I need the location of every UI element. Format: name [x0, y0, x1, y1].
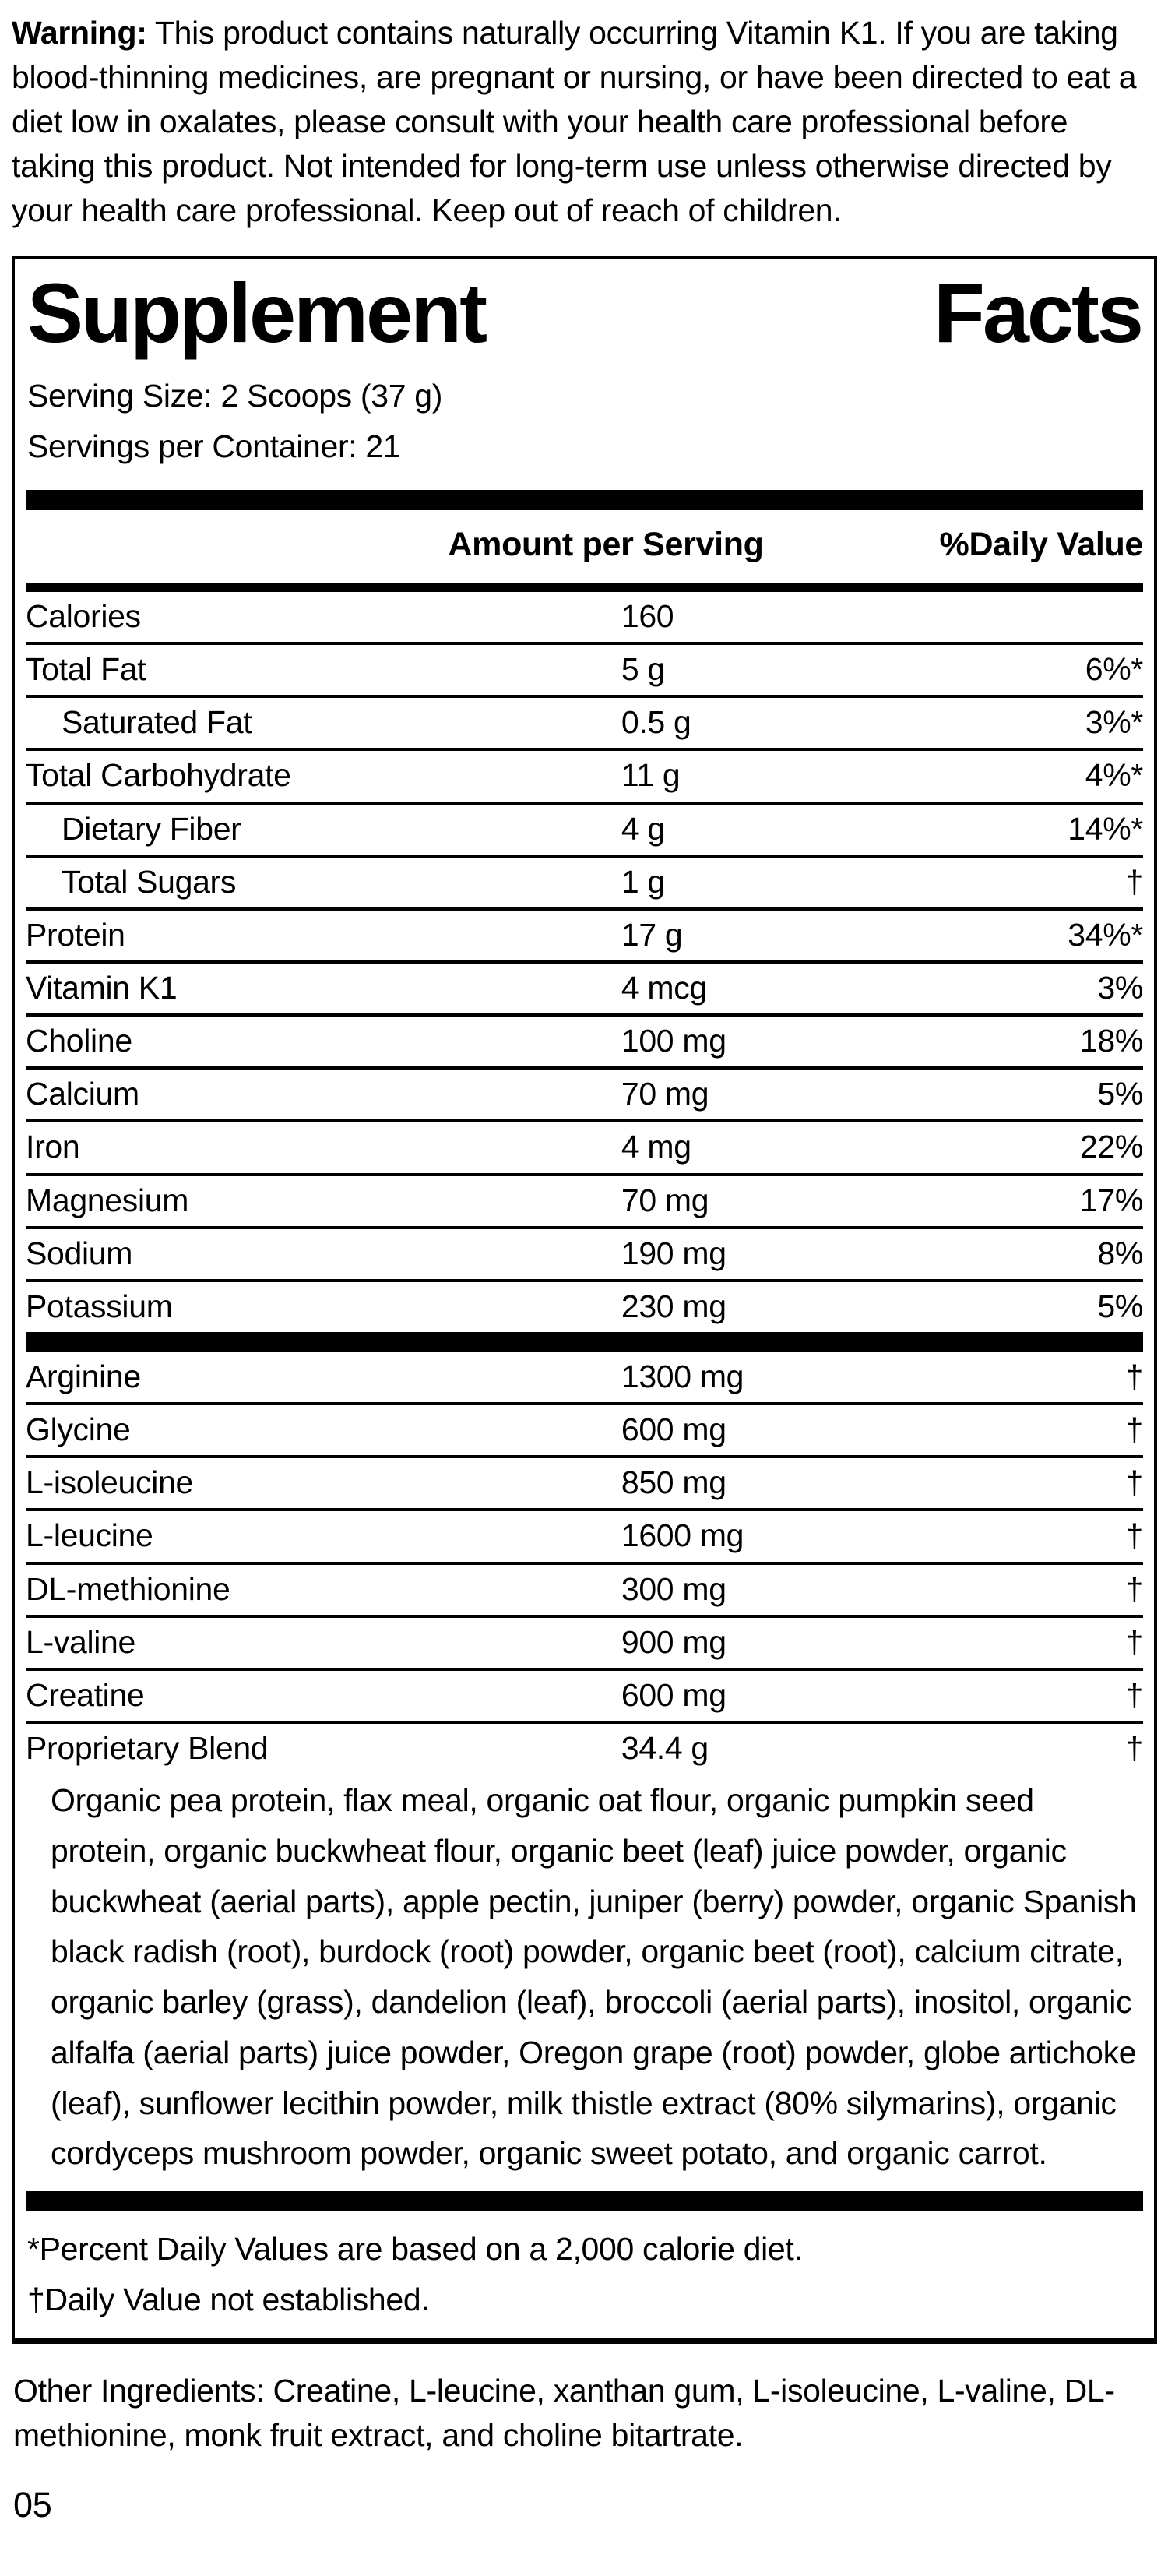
table-row	[26, 1352, 1143, 1402]
table-row	[26, 698, 1143, 748]
row-name: Potassium	[26, 1288, 173, 1324]
row-daily-value: 8%	[1097, 1235, 1143, 1271]
footnote-daily-values: *Percent Daily Values are based on a 2,000 calorie diet.	[27, 2231, 803, 2268]
column-header-amount: Amount per Serving	[448, 526, 764, 564]
row-amount: 190 mg	[621, 1235, 726, 1271]
table-row	[26, 858, 1143, 907]
nutrient-rows	[26, 592, 1143, 1774]
row-name: L-isoleucine	[26, 1464, 193, 1501]
row-amount: 160	[621, 598, 674, 635]
footnotes	[26, 2211, 1143, 2329]
row-name: Dietary Fiber	[62, 810, 241, 847]
row-daily-value: 17%	[1079, 1182, 1143, 1218]
serving-size: Serving Size: 2 Scoops (37 g)	[27, 378, 443, 414]
row-daily-value: 22%	[1079, 1129, 1143, 1165]
row-amount: 900 mg	[621, 1623, 726, 1660]
section-bar	[26, 1332, 1143, 1352]
page-number: 05	[13, 2484, 52, 2525]
row-name: Total Carbohydrate	[26, 757, 291, 794]
row-amount: 5 g	[621, 651, 665, 688]
row-daily-value: †	[1125, 1411, 1143, 1448]
section-bar-top	[26, 490, 1143, 510]
row-daily-value: †	[1125, 1358, 1143, 1394]
table-row	[26, 645, 1143, 695]
row-daily-value: 14%*	[1068, 810, 1143, 847]
row-daily-value: 6%*	[1085, 651, 1143, 688]
row-daily-value: 34%*	[1068, 916, 1143, 953]
row-daily-value: †	[1125, 1623, 1143, 1660]
table-row	[26, 1618, 1143, 1668]
row-daily-value: †	[1125, 1729, 1143, 1766]
column-header-daily-value: %Daily Value	[939, 526, 1143, 564]
servings-per-container: Servings per Container: 21	[27, 428, 401, 464]
row-amount: 11 g	[621, 757, 681, 794]
row-amount: 100 mg	[621, 1023, 726, 1059]
row-amount: 1300 mg	[621, 1358, 744, 1394]
row-amount: 17 g	[621, 916, 683, 953]
section-bar-under-header	[26, 583, 1143, 592]
proprietary-blend-description: Organic pea protein, flax meal, organic oat flour, organic pumpkin seed protein, organic buckwheat flour, organic beet (leaf) juice powder, organic buckwheat (aerial parts), apple pectin, juniper (berry) powder, organic Spanish black radish (root), burdock (root) powder, organic beet (root), calcium citrate, organic barley (grass), dandelion (leaf), broccoli (aerial parts), inositol, organic alfalfa (aerial parts) juice powder, Oregon grape (root) powder, globe artichoke (leaf), sunflower lecithin powder, milk thistle extract (80% silymarins), organic cordyceps mushroom powder, organic sweet potato, and organic carrot.	[51, 1782, 1137, 2172]
row-name: Total Fat	[26, 651, 146, 688]
row-daily-value: †	[1125, 1464, 1143, 1501]
row-amount: 600 mg	[621, 1676, 726, 1713]
row-name: Choline	[26, 1023, 132, 1059]
table-row	[26, 964, 1143, 1013]
other-ingredients: Other Ingredients: Creatine, L-leucine, xanthan gum, L-isoleucine, L-valine, DL-methionine, monk fruit extract, and choline bitartrate.	[13, 2372, 1115, 2454]
footnote-not-established: †Daily Value not established.	[27, 2281, 430, 2317]
row-amount: 600 mg	[621, 1411, 726, 1448]
table-row	[26, 592, 1143, 642]
row-name: Protein	[26, 916, 125, 953]
serving-info	[27, 371, 1143, 471]
row-daily-value: 4%*	[1085, 757, 1143, 794]
section-bar-footnotes	[26, 2191, 1143, 2211]
row-name: Total Sugars	[62, 863, 237, 900]
row-name: Vitamin K1	[26, 970, 178, 1006]
table-row	[26, 1282, 1143, 1332]
warning-text: This product contains naturally occurring Vitamin K1. If you are taking blood-thinning medicines, are pregnant or nursing, or have been directed to eat a diet low in oxalates, please consult with your health care professional before taking this product. Not intended for long-term use unless otherwise directed by your health care professional. Keep out of reach of children.	[12, 15, 1137, 228]
row-amount: 1 g	[621, 863, 665, 900]
row-name: L-valine	[26, 1623, 136, 1660]
row-name: Creatine	[26, 1676, 145, 1713]
table-row	[26, 1511, 1143, 1561]
row-daily-value: †	[1125, 1517, 1143, 1554]
row-amount: 70 mg	[621, 1182, 709, 1218]
row-name: Proprietary Blend	[26, 1729, 269, 1766]
row-amount: 230 mg	[621, 1288, 726, 1324]
table-row	[26, 1671, 1143, 1721]
row-amount: 4 g	[621, 810, 665, 847]
table-row	[26, 805, 1143, 855]
table-row	[26, 1724, 1143, 1774]
row-name: Saturated Fat	[62, 704, 252, 741]
table-row	[26, 1176, 1143, 1226]
table-row	[26, 1565, 1143, 1615]
row-amount: 300 mg	[621, 1570, 726, 1607]
table-row	[26, 1122, 1143, 1172]
row-amount: 4 mcg	[621, 970, 707, 1006]
row-amount: 850 mg	[621, 1464, 726, 1501]
row-name: Magnesium	[26, 1182, 189, 1218]
row-amount: 34.4 g	[621, 1729, 709, 1766]
table-row	[26, 1458, 1143, 1508]
supplement-facts-panel	[12, 256, 1157, 2344]
panel-title-word-right: Facts	[933, 265, 1142, 360]
row-name: Calcium	[26, 1076, 139, 1112]
row-name: Iron	[26, 1129, 80, 1165]
row-amount: 1600 mg	[621, 1517, 744, 1554]
table-row	[26, 1229, 1143, 1279]
row-amount: 4 mg	[621, 1129, 691, 1165]
table-row	[26, 911, 1143, 960]
warning-label: Warning:	[12, 15, 147, 51]
row-name: Glycine	[26, 1411, 131, 1448]
row-daily-value: †	[1125, 1570, 1143, 1607]
row-name: Calories	[26, 598, 141, 635]
row-name: DL-methionine	[26, 1570, 230, 1607]
panel-title	[27, 265, 1142, 360]
row-daily-value: †	[1125, 1676, 1143, 1713]
row-daily-value: 18%	[1079, 1023, 1143, 1059]
row-name: Arginine	[26, 1358, 141, 1394]
table-row	[26, 1017, 1143, 1066]
row-name: Sodium	[26, 1235, 133, 1271]
row-daily-value: 5%	[1097, 1288, 1143, 1324]
table-row	[26, 1070, 1143, 1119]
row-daily-value: †	[1125, 863, 1143, 900]
row-daily-value: 3%*	[1085, 704, 1143, 741]
panel-title-word-left: Supplement	[27, 265, 486, 360]
row-daily-value: 3%	[1097, 970, 1143, 1006]
row-amount: 70 mg	[621, 1076, 709, 1112]
column-header-row	[26, 510, 1143, 583]
table-row	[26, 1405, 1143, 1455]
row-name: L-leucine	[26, 1517, 153, 1554]
warning-paragraph	[12, 11, 1157, 233]
table-row	[26, 751, 1143, 801]
row-daily-value: 5%	[1097, 1076, 1143, 1112]
row-amount: 0.5 g	[621, 704, 691, 741]
